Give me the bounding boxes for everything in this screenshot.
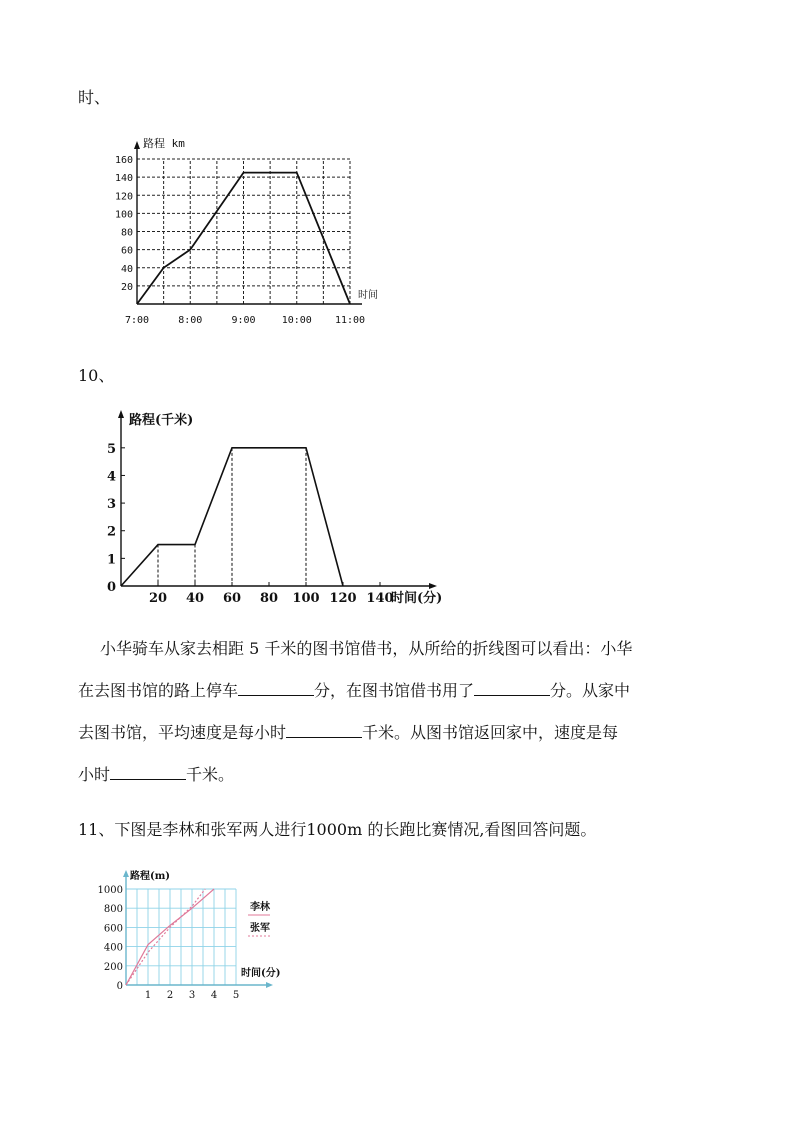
x-tick-label: 100 (292, 591, 320, 606)
race-chart (96, 866, 316, 1006)
y-tick-label: 100 (114, 209, 133, 221)
x-tick-label: 11:00 (334, 315, 366, 326)
series-line-zhangjun (126, 889, 205, 985)
x-tick-label: 140 (366, 591, 394, 606)
distance-time-chart-2 (100, 410, 460, 610)
q10-text-seg: 去图书馆，平均速度是每小时 (78, 723, 287, 742)
answer-blank-avg-speed[interactable] (286, 720, 362, 738)
y-tick-label: 1000 (97, 885, 123, 896)
y-tick-label: 0 (116, 981, 123, 992)
y-tick-label: 160 (114, 155, 133, 166)
y-tick-label: 20 (120, 281, 133, 293)
q10-line-4 (78, 754, 738, 796)
x-tick-label: 80 (259, 591, 279, 606)
y-tick-label: 600 (103, 923, 123, 935)
y-tick-label: 3 (106, 497, 116, 513)
x-axis-label: 时间 (358, 290, 378, 301)
y-tick-label: 40 (120, 263, 133, 275)
x-axis-arrow (429, 583, 437, 589)
x-tick-label: 40 (185, 591, 205, 606)
y-axis-arrow (118, 410, 124, 418)
distance-time-chart-1 (100, 138, 400, 338)
answer-blank-stop-time[interactable] (238, 678, 314, 696)
x-tick-label: 20 (148, 591, 168, 606)
x-tick-label: 7:00 (124, 315, 150, 326)
y-axis-label: 路程 km (143, 137, 185, 150)
y-tick-label: 120 (114, 191, 133, 203)
q10-line-1: 小华骑车从家去相距 5 千米的图书馆借书，从所给的折线图可以看出：小华 (100, 639, 633, 658)
q10-line-3 (78, 712, 738, 754)
y-tick-label: 1 (106, 552, 116, 568)
q10-text-seg: 在去图书馆的路上停车 (78, 681, 239, 700)
answer-blank-return-speed[interactable] (110, 762, 186, 780)
y-tick-label: 800 (103, 904, 123, 916)
y-tick-label: 400 (103, 942, 123, 954)
x-tick-label: 10:00 (281, 315, 312, 326)
y-tick-label: 80 (120, 227, 133, 239)
question-10-text (78, 628, 738, 796)
x-axis-label: 时间(分) (391, 591, 443, 606)
q10-text-seg: 千米。 (186, 765, 235, 784)
y-tick-label: 5 (106, 441, 116, 457)
y-axis-arrow (123, 870, 129, 877)
question-10-number: 10、 (78, 366, 115, 385)
y-axis-label: 路程(m) (130, 871, 171, 882)
y-tick-label: 200 (103, 961, 123, 973)
legend-label: 李林 (250, 902, 270, 913)
q10-text-seg: 分，在图书馆借书用了 (314, 681, 475, 700)
x-tick-label: 60 (222, 591, 242, 606)
q10-text-seg: 千米。从图书馆返回家中，速度是每 (362, 723, 619, 742)
x-tick-label: 8:00 (178, 315, 203, 326)
y-tick-label: 2 (106, 524, 116, 540)
x-tick-label: 120 (329, 591, 357, 606)
q10-line-2 (78, 670, 738, 712)
y-axis-arrow (134, 141, 140, 149)
y-tick-label: 60 (120, 245, 133, 257)
q10-text-seg: 小时 (78, 765, 111, 784)
y-tick-label: 4 (106, 469, 116, 485)
x-axis-label: 时间(分) (241, 968, 281, 979)
x-tick-label: 4 (210, 990, 218, 1001)
x-axis-arrow (266, 982, 273, 988)
y-tick-label: 140 (114, 173, 133, 185)
y-tick-label: 0 (106, 580, 116, 595)
question-11-text: 11、下图是李林和张军两人进行1000m 的长跑比赛情况,看图回答问题。 (78, 820, 597, 839)
answer-blank-borrow-time[interactable] (474, 678, 550, 696)
q10-text-seg: 分。从家中 (550, 681, 631, 700)
x-tick-label: 5 (232, 990, 240, 1001)
x-tick-label: 3 (188, 990, 196, 1001)
x-tick-label: 1 (144, 990, 152, 1001)
y-axis-label: 路程(千米) (129, 413, 194, 428)
top-fragment: 时、 (78, 88, 111, 107)
x-tick-label: 9:00 (231, 315, 256, 326)
x-tick-label: 2 (166, 990, 174, 1001)
legend-label: 张军 (250, 923, 270, 934)
